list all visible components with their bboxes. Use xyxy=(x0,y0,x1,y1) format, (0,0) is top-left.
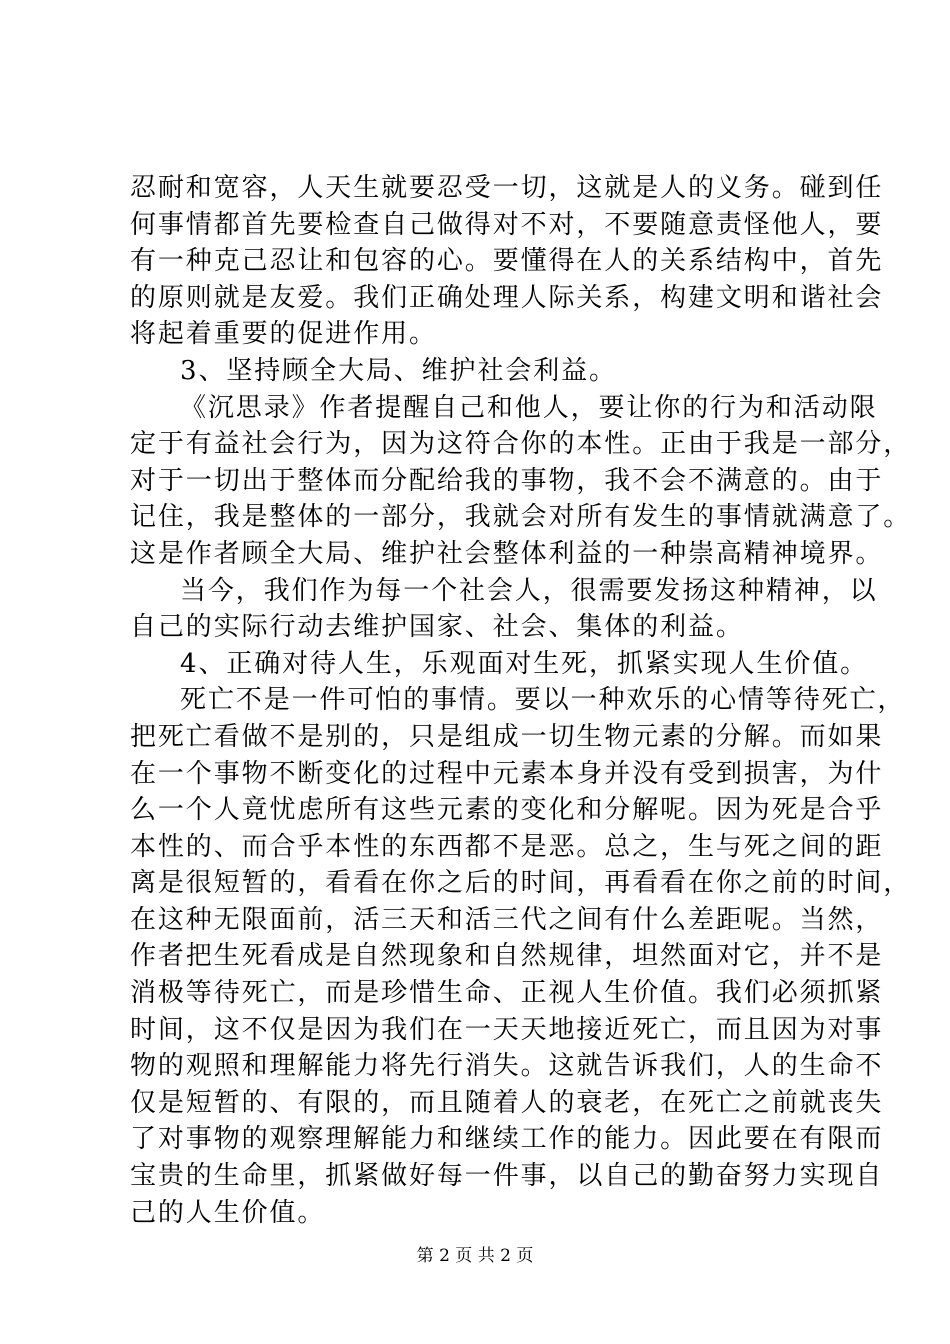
text-line: 将起着重要的促进作用。 xyxy=(130,319,437,350)
text-line: 这是作者顾全大局、维护社会整体利益的一种崇高精神境界。 xyxy=(130,538,884,569)
text-line: 作者把生死看成是自然现象和自然规律，坦然面对它，并不是 xyxy=(130,941,884,972)
text-line: 有一种克己忍让和包容的心。要懂得在人的关系结构中，首先 xyxy=(130,246,884,277)
text-line: 己的人生价值。 xyxy=(130,1197,326,1228)
text-line: 自己的实际行动去维护国家、社会、集体的利益。 xyxy=(130,612,744,643)
text-line: 《沉思录》作者提醒自己和他人，要让你的行为和活动限 xyxy=(180,392,878,423)
body-text xyxy=(130,170,912,1231)
text-line: 3、坚持顾全大局、维护社会利益。 xyxy=(180,355,617,386)
text-line: 对于一切出于整体而分配给我的事物，我不会不满意的。由于 xyxy=(130,465,884,496)
text-line: 时间，这不仅是因为我们在一天天地接近死亡，而且因为对事 xyxy=(130,1014,884,1045)
text-line: 本性的、而合乎本性的东西都不是恶。总之，生与死之间的距 xyxy=(130,831,884,862)
text-line: 4、正确对待人生，乐观面对生死，抓紧实现人生价值。 xyxy=(180,648,869,679)
text-line: 在这种无限面前，活三天和活三代之间有什么差距呢。当然， xyxy=(130,904,884,935)
text-line: 宝贵的生命里，抓紧做好每一件事，以自己的勤奋努力实现自 xyxy=(130,1161,884,1192)
page-footer: 第 2 页 共 2 页 xyxy=(416,1246,534,1266)
text-line: 在一个事物不断变化的过程中元素本身并没有受到损害，为什 xyxy=(130,758,884,789)
text-line: 仅是短暂的、有限的，而且随着人的衰老，在死亡之前就丧失 xyxy=(130,1087,884,1118)
text-line: 物的观照和理解能力将先行消失。这就告诉我们，人的生命不 xyxy=(130,1051,884,1082)
text-line: 当今，我们作为每一个社会人，很需要发扬这种精神，以 xyxy=(180,575,878,606)
text-line: 的原则就是友爱。我们正确处理人际关系，构建文明和谐社会 xyxy=(130,282,884,313)
text-line: 消极等待死亡，而是珍惜生命、正视人生价值。我们必须抓紧 xyxy=(130,978,884,1009)
text-line: 么一个人竟忧虑所有这些元素的变化和分解呢。因为死是合乎 xyxy=(130,795,884,826)
text-line: 离是很短暂的，看看在你之后的时间，再看看在你之前的时间， xyxy=(130,868,912,899)
text-line: 何事情都首先要检查自己做得对不对，不要随意责怪他人，要 xyxy=(130,209,884,240)
text-line: 死亡不是一件可怕的事情。要以一种欢乐的心情等待死亡， xyxy=(180,685,906,716)
text-line: 了对事物的观察理解能力和继续工作的能力。因此要在有限而 xyxy=(130,1124,884,1155)
text-line: 把死亡看做不是别的，只是组成一切生物元素的分解。而如果 xyxy=(130,721,884,752)
text-line: 记住，我是整体的一部分，我就会对所有发生的事情就满意了。 xyxy=(130,502,912,533)
text-line: 定于有益社会行为，因为这符合你的本性。正由于我是一部分， xyxy=(130,429,912,460)
text-line: 忍耐和宽容，人天生就要忍受一切，这就是人的义务。碰到任 xyxy=(130,173,884,203)
